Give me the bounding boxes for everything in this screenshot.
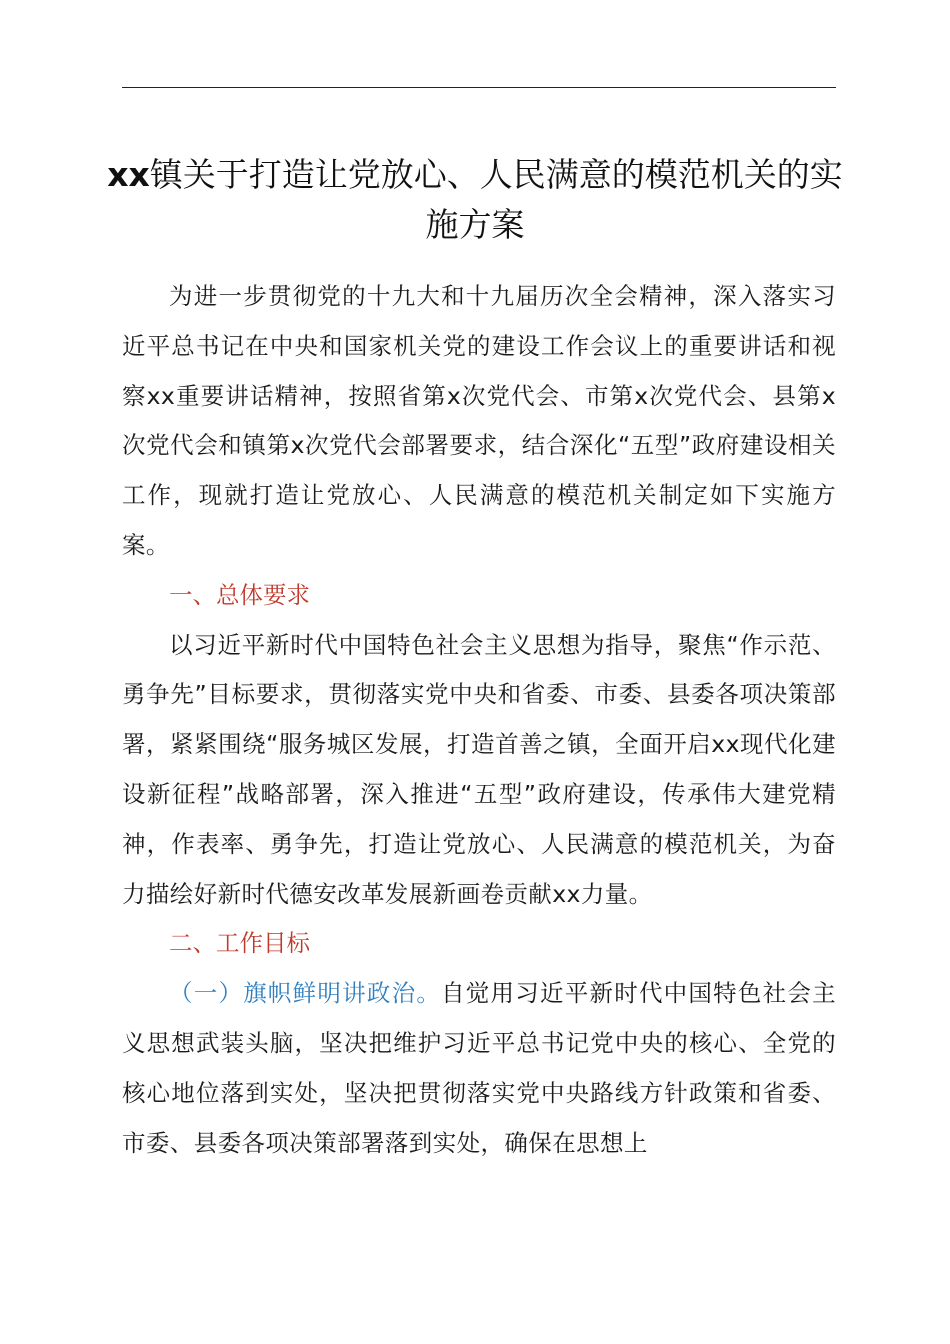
intro-paragraph: 为进一步贯彻党的十九大和十九届历次全会精神，深入落实习近平总书记在中央和国家机关党的建设工作会议上的重要讲话和视察xx重要讲话精神，按照省第x次党代会、市第x次党代会、县第x次党代会和镇第x次党代会部署要求，结合深化“五型”政府建设相关工作，现就打造让党放心、人民满意的模范机关制定如下实施方案。	[122, 282, 836, 559]
title-lead: xx	[107, 155, 150, 194]
item1-text: 自觉用习近平新时代中国特色社会主义思想武装头脑，坚决把维护习近平总书记党中央的核心、全党的核心地位落到实处，坚决把贯彻落实党中央路线方针政策和省委、市委、县委各项决策部署落到实处，确保在思想上	[122, 979, 836, 1157]
section1-paragraph: 以习近平新时代中国特色社会主义思想为指导，聚焦“作示范、勇争先”目标要求，贯彻落实党中央和省委、市委、县委各项决策部署，紧紧围绕“服务城区发展，打造首善之镇，全面开启xx现代化建设新征程”战略部署，深入推进“五型”政府建设，传承伟大建党精神，作表率、勇争先，打造让党放心、人民满意的模范机关，为奋力描绘好新时代德安改革发展新画卷贡献xx力量。	[122, 630, 836, 908]
document-title	[100, 150, 850, 250]
header-rule	[122, 87, 836, 88]
document-body	[122, 272, 836, 1168]
item1-paragraph	[122, 969, 836, 1168]
section1-heading: 一、总体要求	[169, 580, 310, 609]
section2-heading: 二、工作目标	[169, 929, 310, 958]
title-rest: 镇关于打造让党放心、人民满意的模范机关的实施方案	[149, 155, 843, 244]
item1-heading: （一）旗帜鲜明讲政治。	[169, 979, 442, 1008]
